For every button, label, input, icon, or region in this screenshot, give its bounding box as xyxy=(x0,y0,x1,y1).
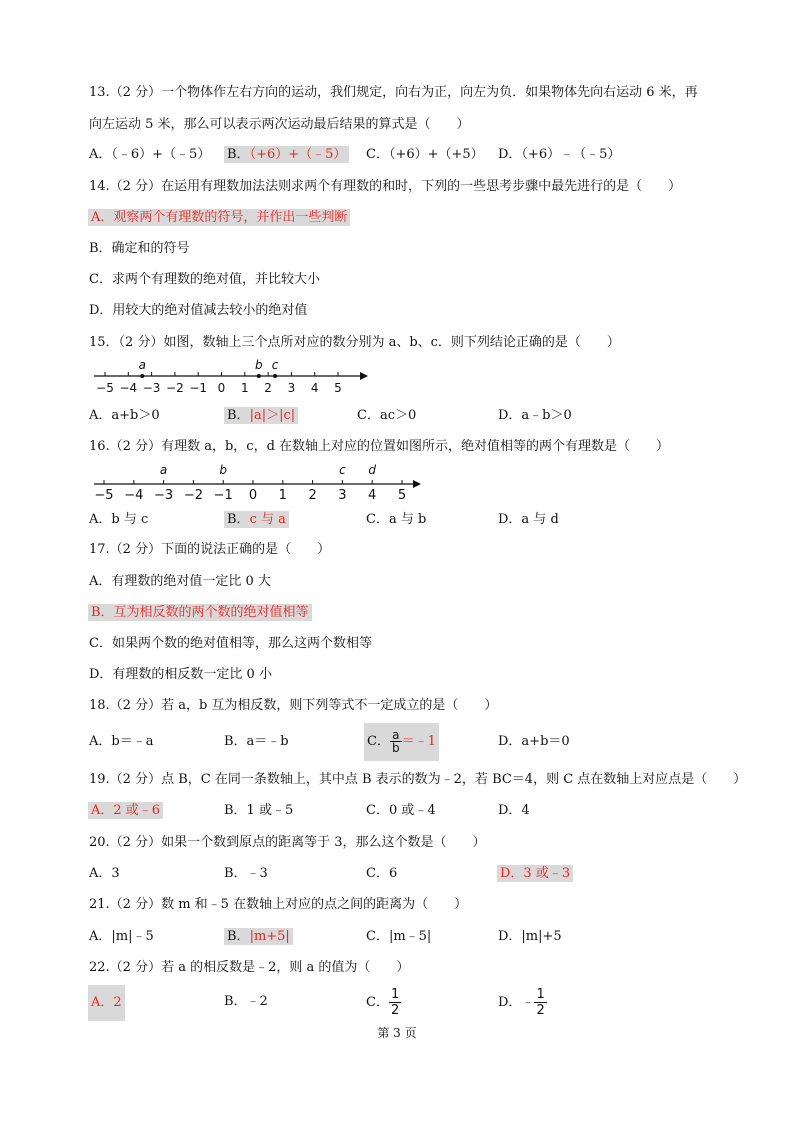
q15-option-d: D．a﹣b＞0 xyxy=(498,408,572,423)
q14-stem: 14.（2 分）在运用有理数加法法则求两个有理数的和时，下列的一些思考步骤中最先进行的是（ ） xyxy=(89,179,682,194)
q13-option-a: A．（﹣6）+（﹣5） xyxy=(89,147,211,162)
tick-label: 0 xyxy=(248,488,258,503)
point-label-a: a xyxy=(159,463,168,477)
q13-option-b: B．（+6）+（﹣5） xyxy=(224,146,349,164)
tick-label: 5 xyxy=(334,381,342,395)
q16-option-a: A．b 与 c xyxy=(89,512,149,527)
q21-stem: 21.（2 分）数 m 和﹣5 在数轴上对应的点之间的距离为（ ） xyxy=(89,897,468,912)
q17-option-a: A．有理数的绝对值一定比 0 大 xyxy=(89,574,271,589)
q18-option-c: C． $\frac{a}{b}$ ＝﹣1 xyxy=(364,723,439,761)
q20-option-d: D．3 或﹣3 xyxy=(497,865,573,883)
tick-label: −3 xyxy=(142,381,161,395)
tick-label: −1 xyxy=(213,488,233,503)
tick-label: 1 xyxy=(240,381,249,395)
point-label-b: b xyxy=(219,463,228,477)
q18-stem: 18.（2 分）若 a，b 互为相反数，则下列等式不一定成立的是（ ） xyxy=(89,698,498,713)
q19-option-c: C．0 或﹣4 xyxy=(366,803,436,818)
q19-option-d: D．4 xyxy=(498,803,530,818)
tick-label: −4 xyxy=(124,488,144,503)
tick-label: −5 xyxy=(96,381,114,395)
q20-option-a: A．3 xyxy=(89,866,120,881)
tick-label: 3 xyxy=(287,381,296,395)
q13-stem-line1: 13.（2 分）一个物体作左右方向的运动，我们规定，向右为正，向左为负．如果物体先向右运动 6 米，再 xyxy=(89,85,698,100)
q14-option-b: B．确定和的符号 xyxy=(89,241,190,256)
tick-label: −2 xyxy=(183,488,203,503)
q13-stem-line2: 向左运动 5 米，那么可以表示两次运动最后结果的算式是（ ） xyxy=(89,117,470,132)
q16-option-c: C．a 与 b xyxy=(366,512,427,527)
tick-label: 2 xyxy=(308,488,317,503)
q15-option-a: A．a+b＞0 xyxy=(89,408,160,423)
tick-label: 0 xyxy=(217,381,226,395)
q20-stem: 20.（2 分）如果一个数到原点的距离等于 3，那么这个数是（ ） xyxy=(89,835,486,850)
q14-option-a: A．观察两个有理数的符号，并作出一些判断 xyxy=(88,209,350,227)
q13-option-d: D．（+6）﹣（﹣5） xyxy=(498,147,621,162)
q15-option-c: C．ac＞0 xyxy=(357,408,417,423)
q13-option-c: C．（+6）+（+5） xyxy=(366,147,484,162)
q17-option-b: B．互为相反数的两个数的绝对值相等 xyxy=(88,604,312,622)
q20-option-c: C．6 xyxy=(366,866,398,881)
q21-option-d: D．|m|+5 xyxy=(498,929,562,944)
tick-label: −5 xyxy=(94,488,114,503)
tick-label: 1 xyxy=(278,488,287,503)
tick-label: −2 xyxy=(166,381,184,395)
q14-option-c: C．求两个有理数的绝对值，并比较大小 xyxy=(89,272,320,287)
q16-number-line xyxy=(90,460,430,504)
tick-label: 5 xyxy=(397,488,407,503)
q17-option-c: C．如果两个数的绝对值相等，那么这两个数相等 xyxy=(89,636,372,651)
q16-stem: 16.（2 分）有理数 a，b，c，d 在数轴上对应的位置如图所示，绝对值相等的两个有理数是（ ） xyxy=(89,439,670,454)
q15-option-b: B．|a|＞|c| xyxy=(224,407,298,425)
tick-label: −3 xyxy=(154,488,174,503)
q21-option-b: B．|m+5| xyxy=(224,928,293,946)
q22-stem: 22.（2 分）若 a 的相反数是﹣2，则 a 的值为（ ） xyxy=(89,960,410,975)
q18-option-b: B．a＝﹣b xyxy=(224,734,289,749)
q21-option-c: C．|m﹣5| xyxy=(366,929,432,944)
point-b xyxy=(257,374,261,378)
q15-stem: 15．（2 分）如图，数轴上三个点所对应的数分别为 a、b、c．则下列结论正确的是（ ） xyxy=(89,335,620,350)
q22-option-a: A．2 xyxy=(88,985,125,1021)
q17-option-d: D．有理数的相反数一定比 0 小 xyxy=(89,667,272,682)
tick-label: −4 xyxy=(119,381,138,395)
tick-label: −1 xyxy=(189,381,208,395)
point-a xyxy=(140,374,144,378)
q18-option-a: A．b＝﹣a xyxy=(89,734,154,749)
point-label-c: c xyxy=(271,358,279,372)
q21-option-a: A．|m|﹣5 xyxy=(89,929,154,944)
tick-label: 4 xyxy=(310,381,319,395)
point-label-d: d xyxy=(368,463,377,477)
q19-option-a: A．2 或﹣6 xyxy=(88,802,163,820)
q22-option-d: D．﹣ $\frac{1}{2}$ xyxy=(498,987,545,1018)
q14-option-d: D．用较大的绝对值减去较小的绝对值 xyxy=(89,303,308,318)
q16-option-b: B．c 与 a xyxy=(224,511,289,529)
q16-option-d: D．a 与 d xyxy=(498,512,559,527)
q15-number-line xyxy=(90,358,370,398)
q22-option-c: C． $\frac{1}{2}$ xyxy=(366,987,400,1018)
tick-label: 2 xyxy=(264,381,272,395)
q19-option-b: B．1 或﹣5 xyxy=(224,803,294,818)
q20-option-b: B．﹣3 xyxy=(224,866,268,881)
q19-stem: 19.（2 分）点 B，C 在同一条数轴上，其中点 B 表示的数为﹣2，若 BC＝4，则 C 点在数轴上对应点是（ ） xyxy=(89,772,747,787)
point-c xyxy=(273,374,277,378)
q22-option-b: B．﹣2 xyxy=(224,994,268,1009)
point-label-b: b xyxy=(254,358,263,372)
page-number: 第 3 页 xyxy=(377,1026,417,1040)
point-label-a: a xyxy=(138,358,146,372)
q18-option-d: D．a+b＝0 xyxy=(498,734,570,749)
q17-stem: 17.（2 分）下面的说法正确的是（ ） xyxy=(89,542,331,557)
point-label-c: c xyxy=(339,463,346,477)
tick-label: 3 xyxy=(338,488,347,503)
tick-label: 4 xyxy=(368,488,377,503)
